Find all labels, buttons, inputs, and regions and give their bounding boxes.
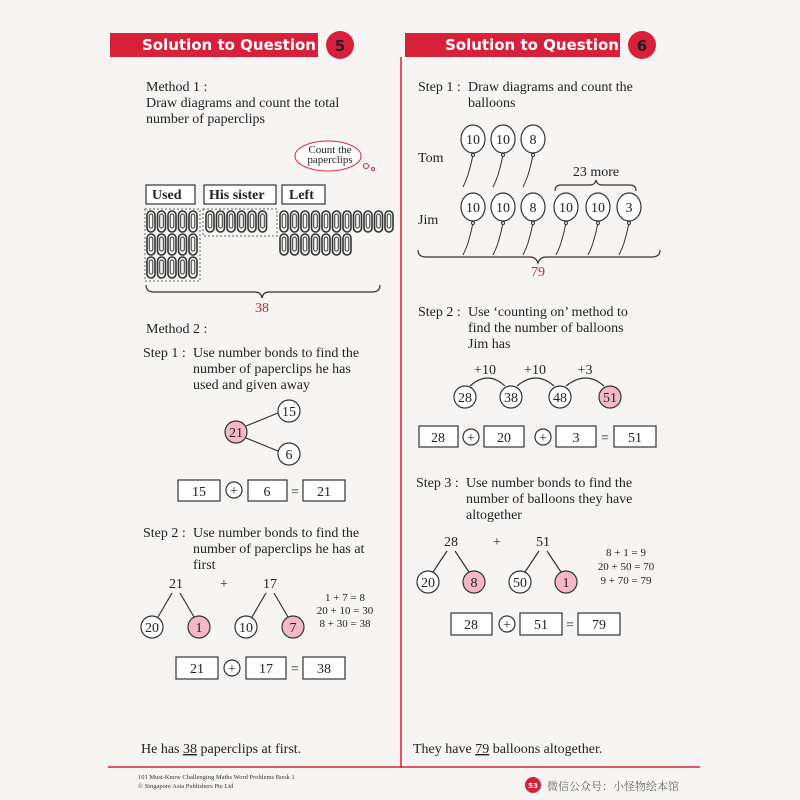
page-number: 53 — [528, 782, 538, 790]
r-step2-line: find the number of balloons — [468, 321, 624, 336]
bond-whole: 21 — [229, 426, 243, 441]
wechat-watermark: 微信公众号：小怪物绘本馆 — [547, 780, 679, 793]
balloon-count: 3 — [625, 201, 633, 216]
eq-value: 20 — [497, 431, 511, 446]
balloon-count: 10 — [466, 201, 480, 216]
plus-sign: + — [503, 618, 511, 633]
bond-part: 15 — [282, 405, 296, 420]
equation-1 — [178, 480, 345, 501]
footer-copyright: © Singapore Asia Publishers Pte Ltd — [138, 783, 234, 790]
count-value: 51 — [603, 391, 617, 406]
balloon-knot — [532, 154, 535, 157]
step2-line: number of paperclips he has at — [193, 542, 365, 557]
equals-sign: = — [291, 662, 299, 677]
count-value: 48 — [553, 391, 567, 406]
equals-sign: = — [601, 431, 609, 446]
answer-text: They have — [413, 742, 476, 757]
answer-text: balloons altogether. — [489, 742, 603, 757]
calc-line: 9 + 70 = 79 — [600, 575, 652, 587]
calc-line: 8 + 30 = 38 — [319, 618, 371, 630]
count-value: 28 — [458, 391, 472, 406]
method2-title: Method 2 : — [146, 322, 208, 337]
method1-line: Draw diagrams and count the total — [146, 96, 340, 111]
bond-part: 20 — [145, 621, 159, 636]
balloon-count: 10 — [559, 201, 573, 216]
calc-line: 20 + 50 = 70 — [597, 561, 655, 573]
calc-line: 8 + 1 = 9 — [606, 547, 646, 559]
jump-label: +3 — [577, 363, 593, 378]
plus-sign: + — [493, 535, 501, 550]
total-label: 38 — [255, 301, 269, 316]
question-number: 5 — [334, 37, 346, 55]
eq-value: 17 — [259, 662, 273, 677]
plus-sign: + — [539, 431, 547, 446]
jim-label: Jim — [418, 213, 439, 228]
balloon-count: 10 — [591, 201, 605, 216]
balloon-knot — [502, 154, 505, 157]
total-label: 79 — [531, 265, 545, 280]
r-step3-line: number of balloons they have — [466, 492, 633, 507]
balloon-knot — [628, 222, 631, 225]
balloon-count: 10 — [496, 201, 510, 216]
jump-label: +10 — [524, 363, 546, 378]
answer-right — [413, 742, 602, 757]
balloon-count: 8 — [529, 133, 537, 148]
bond-whole: 17 — [263, 577, 277, 592]
balloon-knot — [597, 222, 600, 225]
r-step2-line: Use ‘counting on’ method to — [468, 305, 628, 320]
bond-part: 20 — [421, 576, 435, 591]
step2-line: Use number bonds to find the — [193, 526, 360, 541]
balloon-count: 10 — [466, 133, 480, 148]
r-step3-line: altogether — [466, 508, 522, 523]
bond-part: 10 — [239, 621, 253, 636]
calc-line: 1 + 7 = 8 — [325, 592, 365, 604]
eq-result: 79 — [592, 618, 606, 633]
bond-whole: 21 — [169, 577, 183, 592]
bond-part: 1 — [562, 576, 570, 591]
plus-sign: + — [230, 484, 238, 499]
bond-part: 50 — [513, 576, 527, 591]
method1-line: number of paperclips — [146, 112, 265, 127]
eq-value: 28 — [431, 431, 445, 446]
step1-line: number of paperclips he has — [193, 362, 351, 377]
step2-line: first — [193, 558, 216, 573]
equals-sign: = — [566, 618, 574, 633]
bubble-text: paperclips — [307, 154, 353, 166]
balloon-knot — [472, 154, 475, 157]
plus-sign: + — [467, 431, 475, 446]
balloon-knot — [532, 222, 535, 225]
balloon-knot — [472, 222, 475, 225]
tom-label: Tom — [418, 151, 444, 166]
step1-line: Use number bonds to find the — [193, 346, 360, 361]
header-title: Solution to Question — [142, 36, 316, 54]
label-sister: His sister — [209, 188, 265, 203]
answer-left — [141, 742, 301, 757]
eq-value: 6 — [263, 485, 271, 500]
bond-whole: 51 — [536, 535, 550, 550]
eq-result: 51 — [628, 431, 642, 446]
r-step1-label: Step 1 : — [418, 80, 461, 95]
r-step1-line: Draw diagrams and count the — [468, 80, 633, 95]
balloon-count: 8 — [529, 201, 537, 216]
r-step1-line: balloons — [468, 96, 516, 111]
balloon-knot — [565, 222, 568, 225]
jump-label: +10 — [474, 363, 496, 378]
eq-result: 38 — [317, 662, 331, 677]
balloon-count: 10 — [496, 133, 510, 148]
more-label: 23 more — [572, 165, 620, 180]
answer-number: 38 — [183, 742, 197, 757]
r-equation-2 — [451, 613, 620, 635]
r-step3-line: Use number bonds to find the — [466, 476, 633, 491]
eq-value: 51 — [534, 618, 548, 633]
eq-value: 21 — [190, 662, 204, 677]
bond-whole: 28 — [444, 535, 458, 550]
question-number: 6 — [636, 37, 648, 55]
eq-value: 15 — [192, 485, 206, 500]
eq-result: 21 — [317, 485, 331, 500]
method1-title: Method 1 : — [146, 80, 208, 95]
footer-book-title: 101 Must-Know Challenging Maths Word Problems Book 1 — [138, 774, 295, 781]
bond-part: 6 — [285, 448, 293, 463]
label-used: Used — [152, 188, 182, 203]
answer-text: paperclips at first. — [197, 742, 302, 757]
answer-text: He has — [141, 742, 183, 757]
r-step2-label: Step 2 : — [418, 305, 461, 320]
calc-line: 20 + 10 = 30 — [316, 605, 374, 617]
equation-2 — [176, 657, 345, 679]
header-question-6 — [405, 31, 656, 59]
count-value: 38 — [504, 391, 518, 406]
plus-sign: + — [228, 662, 236, 677]
bond-part: 7 — [289, 621, 297, 636]
eq-value: 3 — [572, 431, 580, 446]
bond-part: 8 — [470, 576, 478, 591]
r-step2-line: Jim has — [468, 337, 511, 352]
bond-part: 1 — [195, 621, 203, 636]
answer-number: 79 — [475, 742, 490, 757]
balloon-knot — [502, 222, 505, 225]
step1-line: used and given away — [193, 378, 311, 393]
label-left: Left — [289, 188, 314, 203]
r-step3-label: Step 3 : — [416, 476, 459, 491]
step2-label: Step 2 : — [143, 526, 186, 541]
equals-sign: = — [291, 485, 299, 500]
plus-sign: + — [220, 577, 228, 592]
header-title: Solution to Question — [445, 36, 619, 54]
eq-value: 28 — [464, 618, 478, 633]
header-question-5 — [110, 31, 354, 59]
bubble-text: Count the — [308, 144, 352, 156]
step1-label: Step 1 : — [143, 346, 186, 361]
